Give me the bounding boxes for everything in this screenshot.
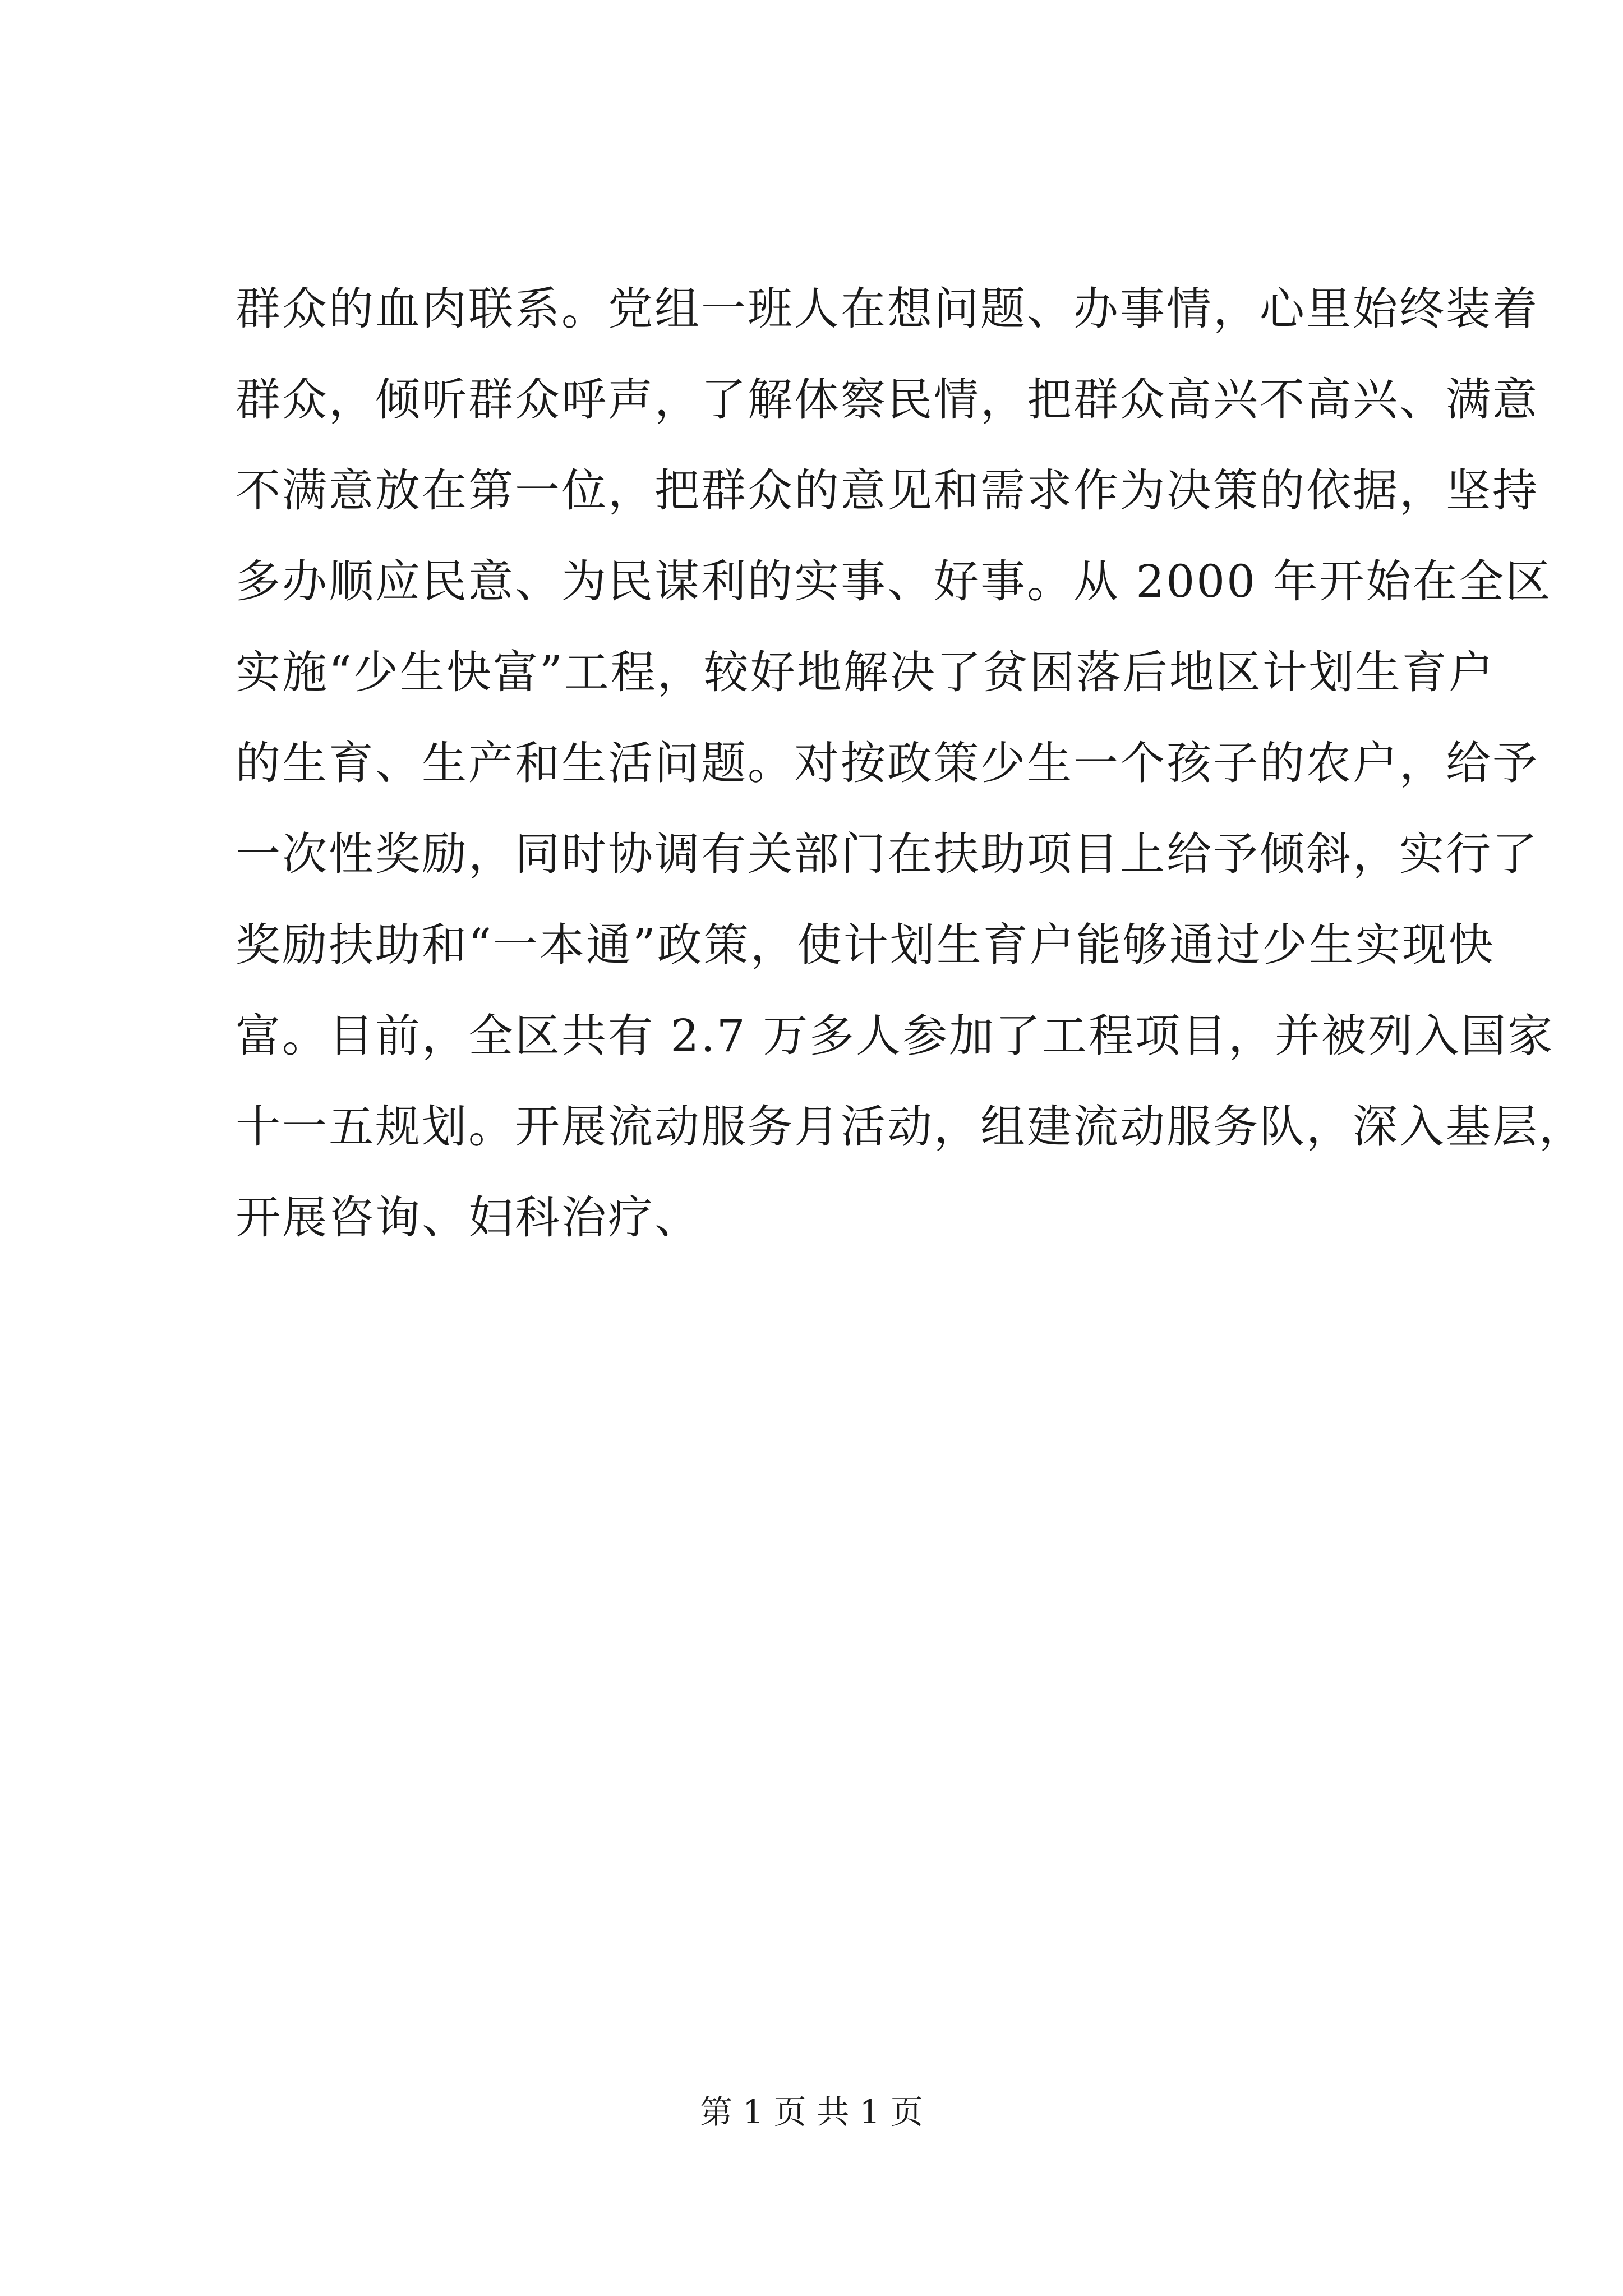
text-line: 群众，倾听群众呼声，了解体察民情，把群众高兴不高兴、满意 — [236, 374, 1539, 426]
text-line: 奖励扶助和“一本通”政策，使计划生育户能够通过少生实现快 — [236, 919, 1495, 971]
text-line: 十一五规划。开展流动服务月活动，组建流动服务队，深入基层， — [236, 1101, 1585, 1153]
body-paragraph — [236, 264, 1585, 1263]
text-line: 一次性奖励，同时协调有关部门在扶助项目上给予倾斜，实行了 — [236, 828, 1539, 880]
text-line: 实施“少生快富”工程，较好地解决了贫困落后地区计划生育户 — [236, 646, 1495, 698]
text-line: 多办顺应民意、为民谋利的实事、好事。从 2000 年开始在全区 — [236, 555, 1552, 608]
text-line: 不满意放在第一位，把群众的意见和需求作为决策的依据，坚持 — [236, 464, 1539, 517]
text-line: 的生育、生产和生活问题。对按政策少生一个孩子的农户，给予 — [236, 737, 1539, 789]
text-line: 富。目前，全区共有 2.7 万多人参加了工程项目，并被列入国家 — [236, 1010, 1555, 1062]
text-line: 开展咨询、妇科治疗、 — [236, 1191, 701, 1244]
page-number-footer: 第 1 页 共 1 页 — [700, 2093, 923, 2131]
text-line: 群众的血肉联系。党组一班人在想问题、办事情，心里始终装着 — [236, 283, 1539, 335]
